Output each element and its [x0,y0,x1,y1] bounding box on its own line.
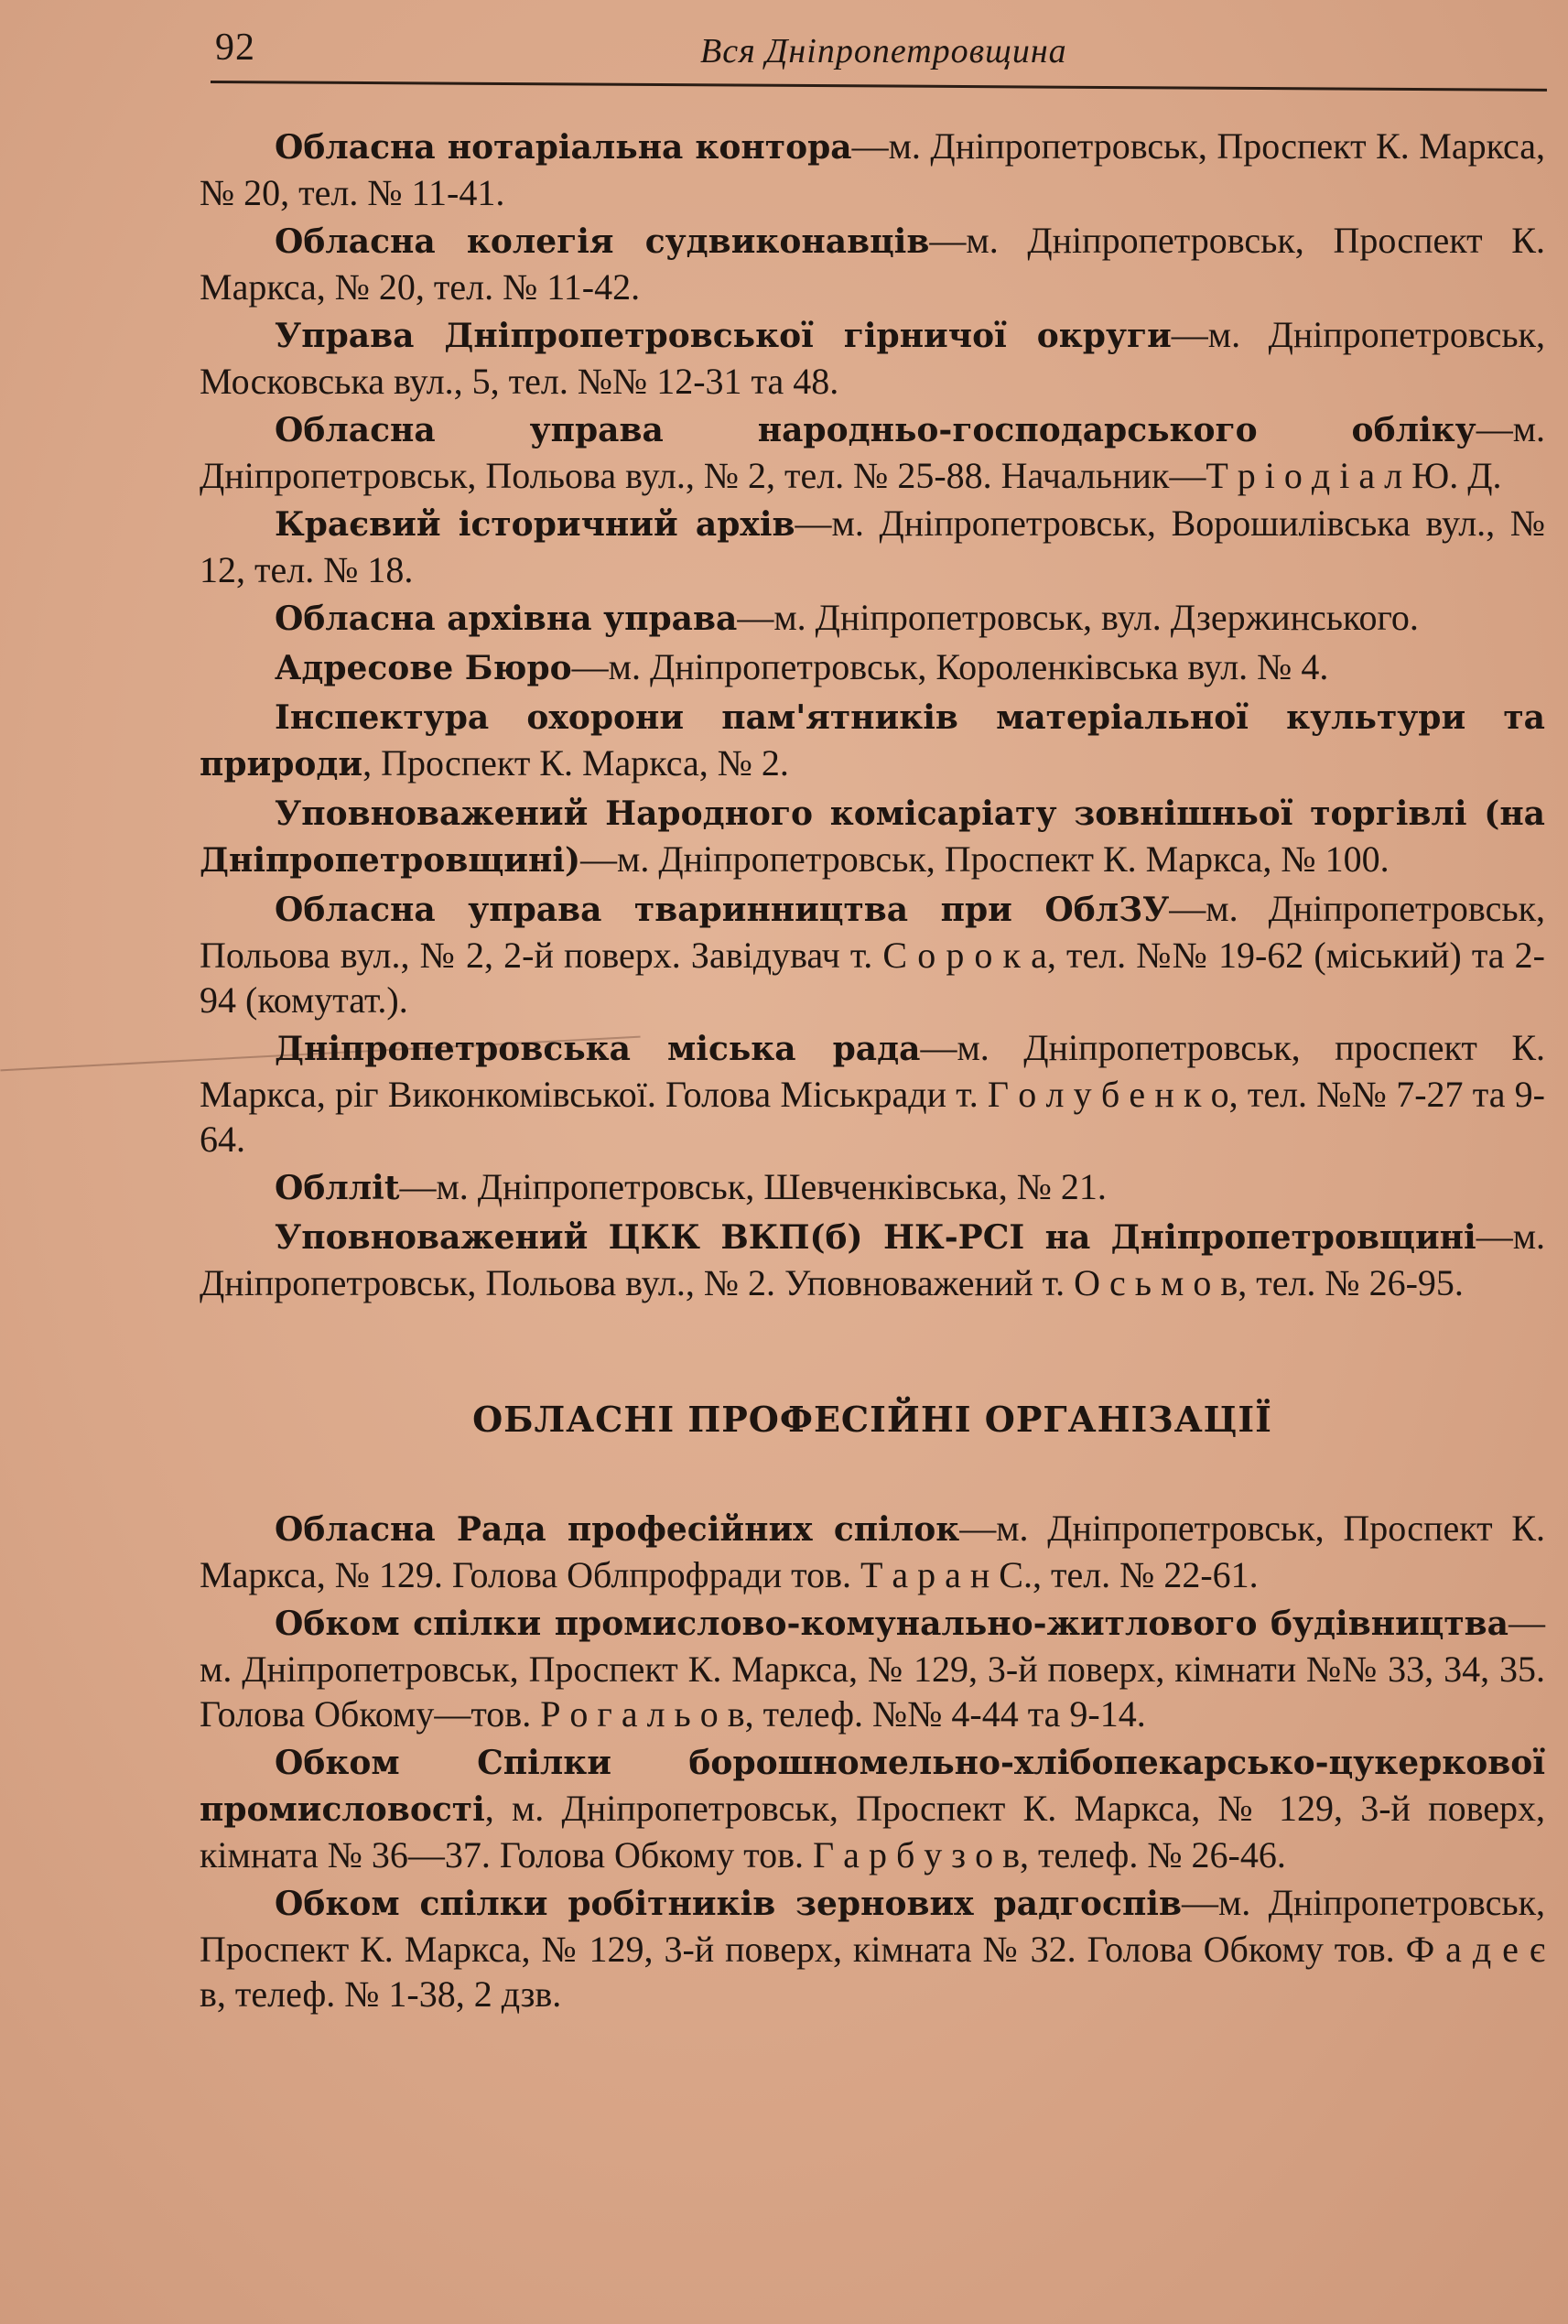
page-header [215,26,1533,90]
entry-details: —м. Дніпропетровськ, Польова вул., № 2. Уповноважений т. О с ь м о в, тел. № 26-95. [200,1216,1545,1303]
entry-name: Обласна колегія судвиконавців [275,222,930,261]
entry-details: —м. Дніпропетровськ, Московська вул., 5, тел. №№ 12-31 та 48. [200,314,1545,402]
directory-entry [200,1164,1545,1211]
directory-entry [200,790,1545,883]
entry-name: Дніпропетровська міська рада [275,1030,921,1068]
entry-details: , м. Дніпропетровськ, Проспект К. Маркса, № 129, 3-й поверх, кімната № 36—37. Голова Обкому тов. Г а р б у з о в, телеф. № 26-46. [200,1788,1545,1875]
directory-entry [200,595,1545,642]
entry-name: Обком спілки промислово-комунально-житлового будівництва [275,1605,1509,1643]
entry-name: Уповноважений Народного комісаріату зовнішньої торгівлі (на Дніпропетровщині) [200,794,1545,880]
entry-name: Краєвий історичний архів [275,505,795,544]
entry-name: Обласна Рада професійних спілок [275,1510,960,1549]
directory-entry [200,312,1545,404]
section-title: ОБЛАСНІ ПРОФЕСІЙНІ ОРГАНІЗАЦІЇ [472,1399,1272,1440]
directory-list-top [200,124,1545,1305]
entry-name: Управа Дніпропетровської гірничої округи [275,317,1172,355]
directory-entry [200,501,1545,592]
directory-entry [200,406,1545,498]
entry-name: Обласна управа тваринництва при ОблЗУ [275,891,1170,929]
directory-entry [200,124,1545,215]
entry-name: Адресове Бюро [275,649,572,687]
directory-entry [200,886,1545,1022]
entry-details: —м. Дніпропетровськ, Шевченківська, № 21. [399,1166,1107,1207]
directory-entry [200,1739,1545,1877]
directory-entry [200,1600,1545,1736]
entry-details: —м. Дніпропетровськ, Польова вул., № 2, тел. № 25-88. Начальник—Т р і о д і а л Ю. Д. [200,408,1545,496]
page-number: 92 [215,27,255,69]
directory-entry [200,1506,1545,1597]
entry-name: Обком Спілки борошномельно-хлібопекарсько-цукеркової промисловості [200,1744,1545,1829]
entry-name: Обласна управа народньо-господарського обліку [275,411,1476,449]
directory-entry [200,1880,1545,2016]
entry-name: Уповноважений ЦКК ВКП(б) НК-РСІ на Дніпропетровщині [275,1218,1476,1257]
directory-entry [200,644,1545,691]
directory-entry [200,1214,1545,1305]
entry-details: —м. Дніпропетровськ, проспект К. Маркса, ріг Виконкомівської. Голова Міськради т. Г о л у б е н к о, тел. №№ 7-27 та 9-64. [200,1027,1546,1160]
entry-details: —м. Дніпропетровськ, Короленківська вул. № 4. [571,646,1329,687]
entry-name: Обласна архівна управа [275,600,738,638]
entry-details: —м. Дніпропетровськ, вул. Дзержинського. [737,597,1419,638]
entry-details: —м. Дніпропетровськ, Проспект К. Маркса, № 129. Голова Облпрофради тов. Т а р а н С., тел. № 22-61. [200,1508,1545,1595]
directory-list-bottom [200,1506,1545,2016]
entry-name: Інспектура охорони пам'ятників матеріальної культури та природи [200,698,1545,784]
entry-name: Обком спілки робітників зернових радгоспів [275,1885,1182,1923]
running-title: Вся Дніпропетровщина [700,32,1067,70]
entry-details: , Проспект К. Маркса, № 2. [362,742,789,784]
entry-details: —м. Дніпропетровськ, Проспект К. Маркса, № 129, 3-й поверх, кімнати №№ 33, 34, 35. Голова Обкому—тов. Р о г а л ь о в, телеф. №№ 4-44 та 9-14. [200,1602,1545,1735]
entry-details: —м. Дніпропетровськ, Проспект К. Маркса, № 129, 3-й поверх, кімната № 32. Голова Обкому тов. Ф а д е є в, телеф. № 1-38, 2 дзв. [200,1882,1546,2015]
entry-details: —м. Дніпропетровськ, Проспект К. Маркса, № 100. [580,838,1390,880]
entry-details: —м. Дніпропетровськ, Ворошилівська вул., № 12, тел. № 18. [200,503,1546,590]
entry-details: —м. Дніпропетровськ, Проспект К. Маркса, № 20, тел. № 11-41. [200,125,1546,213]
entry-name: Обласна нотаріальна контора [275,128,852,167]
page-content [200,124,1545,2019]
directory-entry [200,1025,1545,1162]
directory-entry [200,694,1545,787]
entry-details: —м. Дніпропетровськ, Проспект К. Маркса, № 20, тел. № 11-42. [200,220,1545,308]
directory-entry [200,218,1545,309]
entry-name: Обллit [275,1169,400,1207]
entry-details: —м. Дніпропетровськ, Польова вул., № 2, 2-й поверх. Завідувач т. С о р о к а, тел. №№ 19-62 (міський) та 2-94 (комутат.). [200,888,1546,1021]
